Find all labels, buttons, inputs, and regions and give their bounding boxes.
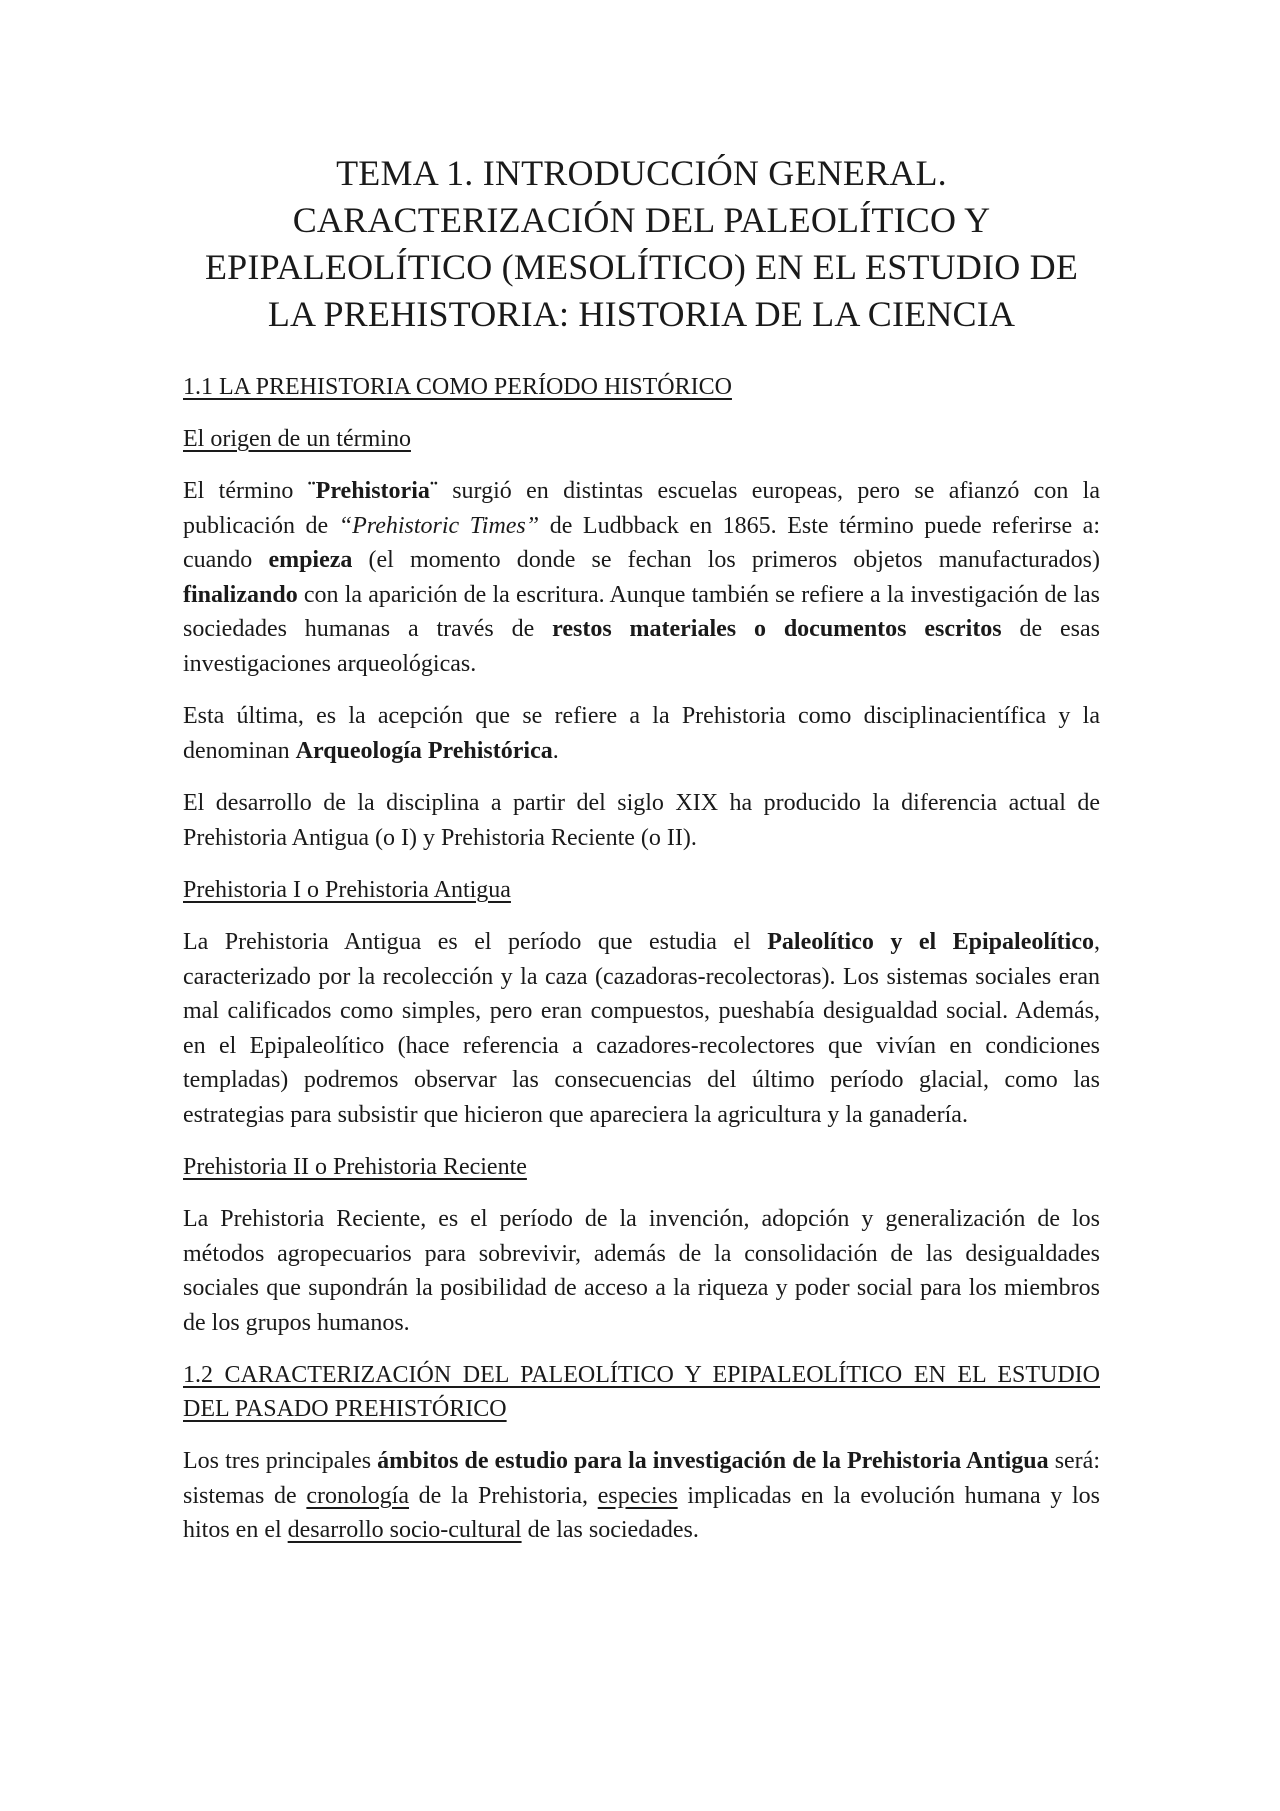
subheading-prehistoria-antigua: Prehistoria I o Prehistoria Antigua [183,877,511,903]
text-run: de las sociedades. [521,1517,699,1543]
underlined-term-especies: especies [597,1482,678,1509]
bold-term-ambitos: ámbitos de estudio para la investigación de la Prehistoria Antigua [377,1448,1049,1474]
text-run: Los tres principales [183,1448,378,1474]
subheading-origen-termino: El origen de un término [183,426,411,452]
underlined-term-cronologia: cronología [306,1482,409,1509]
section-heading-1-1: 1.1 LA PREHISTORIA COMO PERÍODO HISTÓRICO [183,374,732,400]
text-run: La Prehistoria Antigua es el período que estudia el [183,929,768,955]
bold-term-empieza: empieza [268,547,353,573]
text-run: surgió en distintas escuelas europeas, pero se afianzó con la publicación de [183,478,1100,539]
text-run: (el momento donde se fechan los primeros objetos manufacturados) [352,547,1100,573]
text-run: Esta última, es la acepción que se refiere a la Prehistoria como disciplinacientífica y la denominan [183,703,1100,764]
bold-term-restos: restos materiales o documentos escritos [552,616,1002,642]
paragraph-origen-termino [183,474,1100,681]
paragraph-prehistoria-antigua [183,925,1100,1132]
bold-term-arqueologia: Arqueología Prehistórica [295,737,553,764]
bold-term-paleolitico: Paleolítico y el Epipaleolítico [767,929,1094,955]
text-run: será: sistemas de [183,1448,1100,1509]
section-heading-1-2: 1.2 CARACTERIZACIÓN DEL PALEOLÍTICO Y EPIPALEOLÍTICO EN EL ESTUDIO DEL PASADO PREHISTÓRICO [183,1362,1100,1422]
text-run: El término [183,478,308,504]
text-run: implicadas en la evolución humana y los hitos en el [183,1482,1101,1543]
text-run: de Ludbback en 1865. Este término puede referirse a: cuando [183,512,1100,573]
italic-book-title: “Prehistoric Times” [338,512,540,539]
text-run: . [552,737,559,764]
bold-term-prehistoria: ¨Prehistoria¨ [307,478,438,504]
text-run: con la aparición de la escritura. Aunque también se refiere a la investigación de las sociedades humanas a través de [183,581,1100,642]
text-run: de esas investigaciones arqueológicas. [183,616,1100,677]
paragraph-desarrollo: El desarrollo de la disciplina a partir del siglo XIX ha producido la diferencia actual de Prehistoria Antigua (o I) y Prehistoria Reciente (o II). [183,790,1100,851]
page-title: TEMA 1. INTRODUCCIÓN GENERAL. CARACTERIZACIÓN DEL PALEOLÍTICO Y EPIPALEOLÍTICO (MESOLÍTICO) EN EL ESTUDIO DE LA PREHISTORIA: HISTORIA DE LA CIENCIA [204,153,1079,334]
text-run: , caracterizado por la recolección y la caza (cazadoras-recolectoras). Los sistemas sociales eran mal calificados como simples, pero eran compuestos, pueshabía desigualdad social. Además, en el Epipaleolítico (hace referencia a cazadores-recolectores que vivían en condiciones templadas) podremos observar las consecuencias del último período glacial, como las estrategias para subsistir que hicieron que apareciera la agricultura y la ganadería. [183,929,1100,1128]
paragraph-acepcion [183,699,1100,768]
paragraph-prehistoria-reciente: La Prehistoria Reciente, es el período de la invención, adopción y generalización de los métodos agropecuarios para sobrevivir, además de la consolidación de las desigualdades sociales que supondrán la posibilidad de acceso a la riqueza y poder social para los miembros de los grupos humanos. [183,1206,1100,1336]
underlined-term-desarrollo: desarrollo socio-cultural [287,1517,522,1543]
text-run: de la Prehistoria, [409,1482,598,1509]
subheading-prehistoria-reciente: Prehistoria II o Prehistoria Reciente [183,1154,527,1180]
paragraph-ambitos-estudio [183,1444,1100,1548]
bold-term-finalizando: finalizando [183,581,298,608]
